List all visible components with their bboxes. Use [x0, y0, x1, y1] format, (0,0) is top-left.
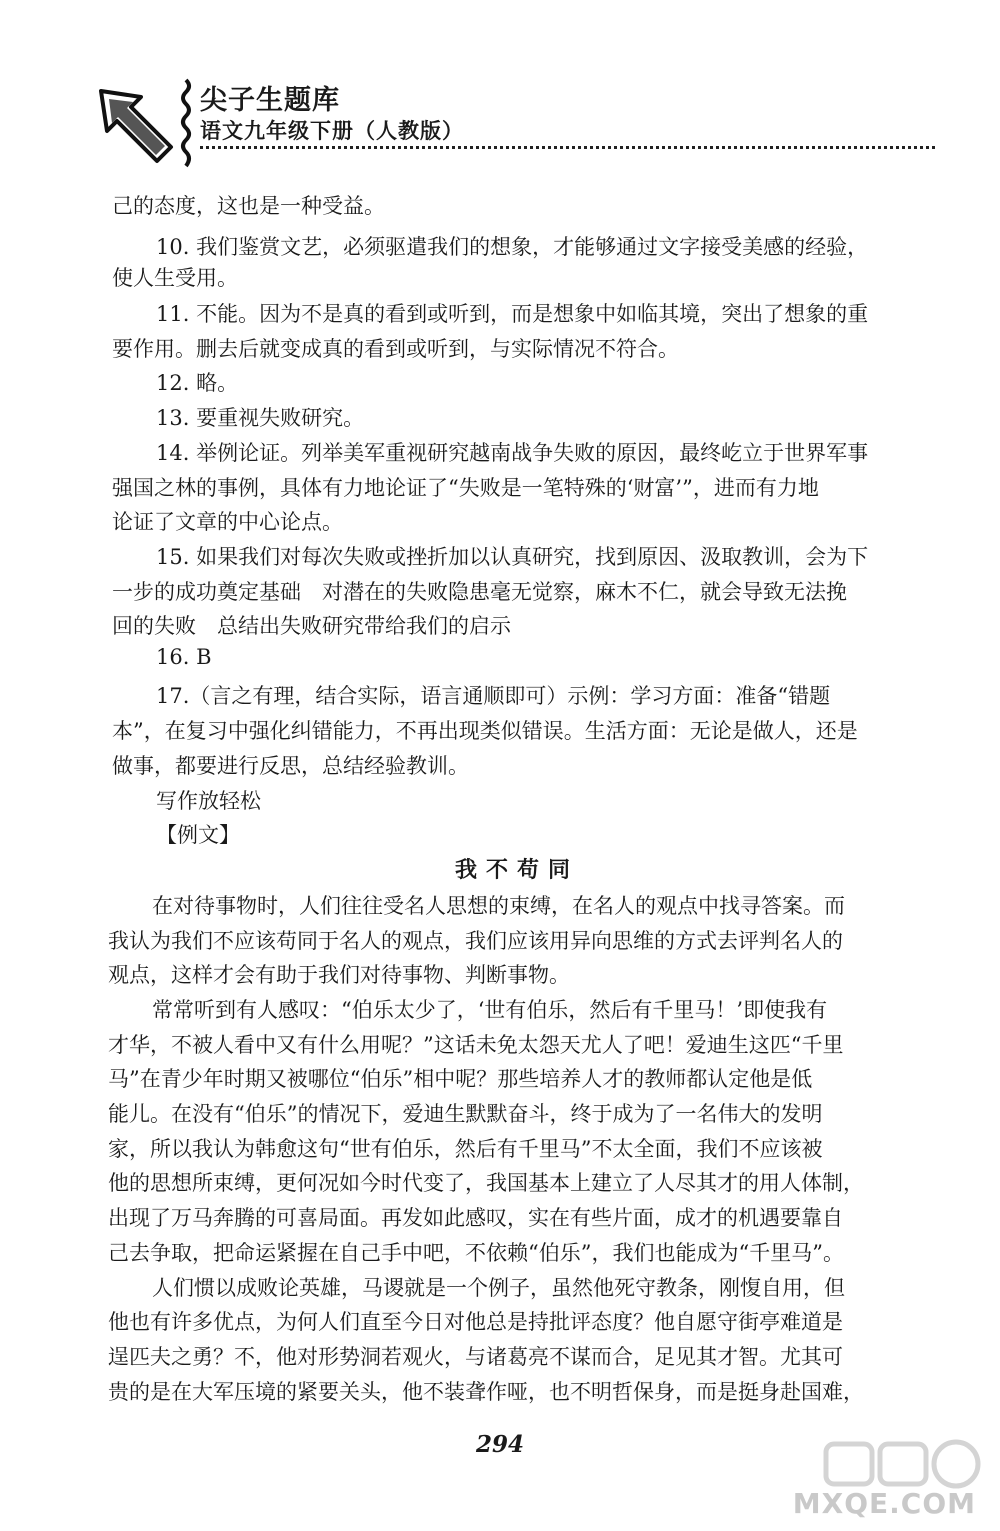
essay-line: 常常听到有人感叹：“伯乐太少了，‘世有伯乐，然后有千里马！’即使我有	[152, 998, 828, 1022]
answer-line: 16. B	[156, 645, 212, 669]
answer-line: 回的失败 总结出失败研究带给我们的启示	[112, 614, 511, 638]
answer-line: 强国之林的事例，具体有力地论证了“失败是一笔特殊的‘财富’”，进而有力地	[112, 476, 819, 500]
answer-line: 做事，都要进行反思，总结经验教训。	[112, 754, 469, 778]
answer-line: 14. 举例论证。列举美军重视研究越南战争失败的原因，最终屹立于世界军事	[156, 441, 869, 465]
book-subtitle: 语文九年级下册（人教版）	[200, 120, 464, 143]
answer-line: 17.（言之有理，结合实际，语言通顺即可）示例：学习方面：准备“错题	[156, 684, 831, 708]
essay-title: 我不苟同	[455, 858, 580, 883]
essay-line: 家，所以我认为韩愈这句“世有伯乐，然后有千里马”不太全面，我们不应该被	[108, 1137, 823, 1161]
essay-line: 在对待事物时，人们往往受名人思想的束缚，在名人的观点中找寻答案。而	[152, 894, 845, 918]
arrow-logo-icon	[95, 85, 175, 165]
answer-line: 11. 不能。因为不是真的看到或听到，而是想象中如临其境，突出了想象的重	[156, 302, 869, 326]
section-heading: 写作放轻松	[156, 789, 261, 813]
answer-line: 13. 要重视失败研究。	[156, 406, 365, 430]
essay-line: 贵的是在大军压境的紧要关头，他不装聋作哑，也不明哲保身，而是挺身赴国难，	[108, 1380, 864, 1404]
answer-line: 要作用。删去后就变成真的看到或听到，与实际情况不符合。	[112, 337, 679, 361]
watermark	[792, 1436, 988, 1526]
wavy-divider-icon	[178, 78, 194, 168]
essay-line: 己去争取，把命运紧握在自己手中吧，不依赖“伯乐”，我们也能成为“千里马”。	[108, 1241, 844, 1265]
essay-line: 出现了万马奔腾的可喜局面。再发如此感叹，实在有些片面，成才的机遇要靠自	[108, 1206, 843, 1230]
essay-line: 才华，不被人看中又有什么用呢？”这话未免太怨天尤人了吧！爱迪生这匹“千里	[108, 1033, 844, 1057]
essay-line: 我认为我们不应该苟同于名人的观点，我们应该用异向思维的方式去评判名人的	[108, 929, 843, 953]
essay-line: 能儿。在没有“伯乐”的情况下，爱迪生默默奋斗，终于成为了一名伟大的发明	[108, 1102, 823, 1126]
essay-line: 人们惯以成败论英雄，马谡就是一个例子，虽然他死守教条，刚愎自用，但	[152, 1276, 845, 1300]
essay-line: 逞匹夫之勇？不，他对形势洞若观火，与诸葛亮不谋而合，足见其才智。尤其可	[108, 1345, 843, 1369]
page-header	[0, 0, 1000, 175]
answer-line: 15. 如果我们对每次失败或挫折加以认真研究，找到原因、汲取教训，会为下	[156, 545, 869, 569]
essay-line: 他的思想所束缚，更何况如今时代变了，我国基本上建立了人尽其才的用人体制，	[108, 1171, 864, 1195]
answer-line: 10. 我们鉴赏文艺，必须驱遣我们的想象，才能够通过文字接受美感的经验，	[156, 235, 869, 259]
essay-line: 观点，这样才会有助于我们对待事物、判断事物。	[108, 963, 570, 987]
essay-line: 他也有许多优点，为何人们直至今日对他总是持批评态度？他自愿守街亭难道是	[108, 1310, 843, 1334]
watermark-text: MXQE.COM	[792, 1487, 976, 1520]
header-divider	[200, 146, 935, 149]
answer-line: 一步的成功奠定基础 对潜在的失败隐患毫无觉察，麻木不仁，就会导致无法挽	[112, 580, 847, 604]
answer-line: 本”，在复习中强化纠错能力，不再出现类似错误。生活方面：无论是做人，还是	[112, 719, 858, 743]
answer-line: 12. 略。	[156, 371, 239, 395]
answer-line: 使人生受用。	[112, 266, 238, 290]
answer-line: 己的态度，这也是一种受益。	[112, 194, 385, 218]
essay-line: 马”在青少年时期又被哪位“伯乐”相中呢？那些培养人才的教师都认定他是低	[108, 1067, 813, 1091]
page-number: 294	[475, 1431, 524, 1458]
book-title: 尖子生题库	[200, 85, 340, 115]
answer-line: 论证了文章的中心论点。	[112, 510, 343, 534]
example-label: 【例文】	[156, 823, 240, 847]
